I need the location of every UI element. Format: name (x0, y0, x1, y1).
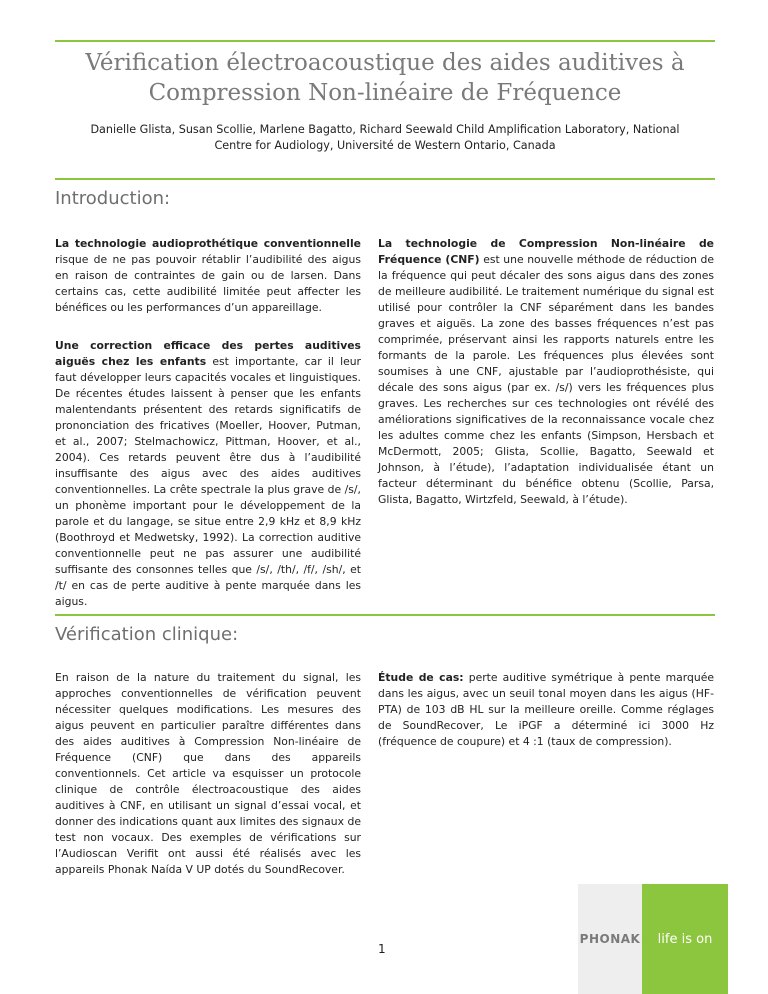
intro-rule (55, 178, 715, 180)
intro-paragraph-2: Une correction efficace des pertes auditives aiguës chez les enfants est importante, car il leur faut développer leurs capacités vocales et linguistiques. De récentes études laissent à penser que les enfants malentendants présentent des retards significatifs de prononciation des fricatives (Moeller, Hoover, Putman, et al., 2007; Stelmachowicz, Pittman, Hoover, et al., 2004). Ces retards peuvent être dus à l’audibilité insuffisante des aigus avec des aides auditives conventionnelles. La crête spectrale la plus grave de /s/, un phonème important pour le développement de la parole et du langage, se situe entre 2,9 kHz et 8,9 kHz (Boothroyd et Medwetsky, 1992). La correction auditive conventionnelle peut ne pas assurer une audibilité suffisante des consonnes telles que /s/, /th/, /f/, /sh/, et /t/ en cas de perte auditive à pente marquée dans les aigus. (55, 339, 361, 608)
verif-left-column (55, 670, 361, 900)
page-title (55, 48, 715, 108)
authors-line-1: Danielle Glista, Susan Scollie, Marlene Bagatto, Richard Seewald Child Amplification Laboratory, National (90, 123, 680, 136)
intro-p2-lead: Une correction efficace des pertes auditives aiguës chez les enfants (55, 339, 361, 368)
verif-rule (55, 614, 715, 616)
authors-line-2: Centre for Audiology, Université de Western Ontario, Canada (214, 139, 556, 152)
verif-right-column (378, 670, 714, 772)
intro-right-column (378, 236, 714, 530)
section-heading-verification: Vérification clinique: (55, 624, 239, 645)
verif-paragraph-1: En raison de la nature du traitement du signal, les approches conventionnelles de vérification peuvent nécessiter quelques modifications. Les mesures des aigus peuvent en particulier paraître différentes dans des aides auditives à Compression Non-linéaire de Fréquence (CNF) que dans des appareils conventionnels. Cet article va esquisser un protocole clinique de contrôle électroacoustique des aides auditives à CNF, en utilisant un signal d’essai vocal, et donner des indications quant aux limites des signaux de test non vocaux. Des exemples de vérifications sur l’Audioscan Verifit ont aussi été réalisés avec les appareils Phonak Naída V UP dotés du SoundRecover. (55, 671, 361, 876)
logo-brand: PHONAK (578, 884, 642, 994)
intro-paragraph-1: La technologie audioprothétique conventionnelle risque de ne pas pouvoir rétablir l’audibilité des aigus en raison de contraintes de gain ou de larsen. Dans certains cas, cette audibilité limitée peut affecter les bénéfices ou les performances d’un appareillage. (55, 237, 361, 314)
intro-p1-lead: La technologie audioprothétique conventionnelle (55, 237, 361, 250)
section-heading-introduction: Introduction: (55, 188, 171, 209)
case-study-lead: Étude de cas: (378, 671, 464, 684)
top-rule (55, 40, 715, 42)
intro-paragraph-3: La technologie de Compression Non-linéaire de Fréquence (CNF) est une nouvelle méthode de réduction de la fréquence qui peut décaler des sons aigus dans des zones de meilleure audibilité. Le traitement numérique du signal est utilisé pour contrôler la CNF séparément dans les bandes graves et aiguës. La zone des basses fréquences n’est pas comprimée, préservant ainsi les rapports naturels entre les formants de la parole. Les fréquences plus élevées sont soumises à une CNF, ajustable par l’audioprothésiste, qui décale des sons aigus (par ex. /s/) vers les fréquences plus graves. Les recherches sur ces technologies ont révélé des améliorations significatives de la reconnaissance vocale chez les adultes comme chez les enfants (Simpson, Hersbach et McDermott, 2005; Glista, Scollie, Bagatto, Seewald et Johnson, à l’étude), l’adaptation individualisée étant un facteur déterminant du bénéfice obtenu (Scollie, Parsa, Glista, Bagatto, Wirtzfeld, Seewald, à l’étude). (378, 237, 714, 506)
phonak-logo (578, 884, 728, 994)
case-study-paragraph: Étude de cas: perte auditive symétrique à pente marquée dans les aigus, avec un seuil tonal moyen dans les aigus (HF-PTA) de 103 dB HL sur la meilleure oreille. Comme réglages de SoundRecover, Le iPGF a déterminé ici 3000 Hz (fréquence de coupure) et 4 :1 (taux de compression). (378, 671, 714, 748)
page-number: 1 (378, 942, 386, 956)
title-line-2: Compression Non-linéaire de Fréquence (148, 80, 622, 106)
logo-tagline: life is on (642, 884, 728, 994)
intro-p3-lead: La technologie de Compression Non-linéaire de Fréquence (CNF) (378, 237, 714, 266)
intro-left-column (55, 236, 361, 632)
title-line-1: Vérification électroacoustique des aides auditives à (85, 50, 685, 76)
authors (55, 122, 715, 154)
